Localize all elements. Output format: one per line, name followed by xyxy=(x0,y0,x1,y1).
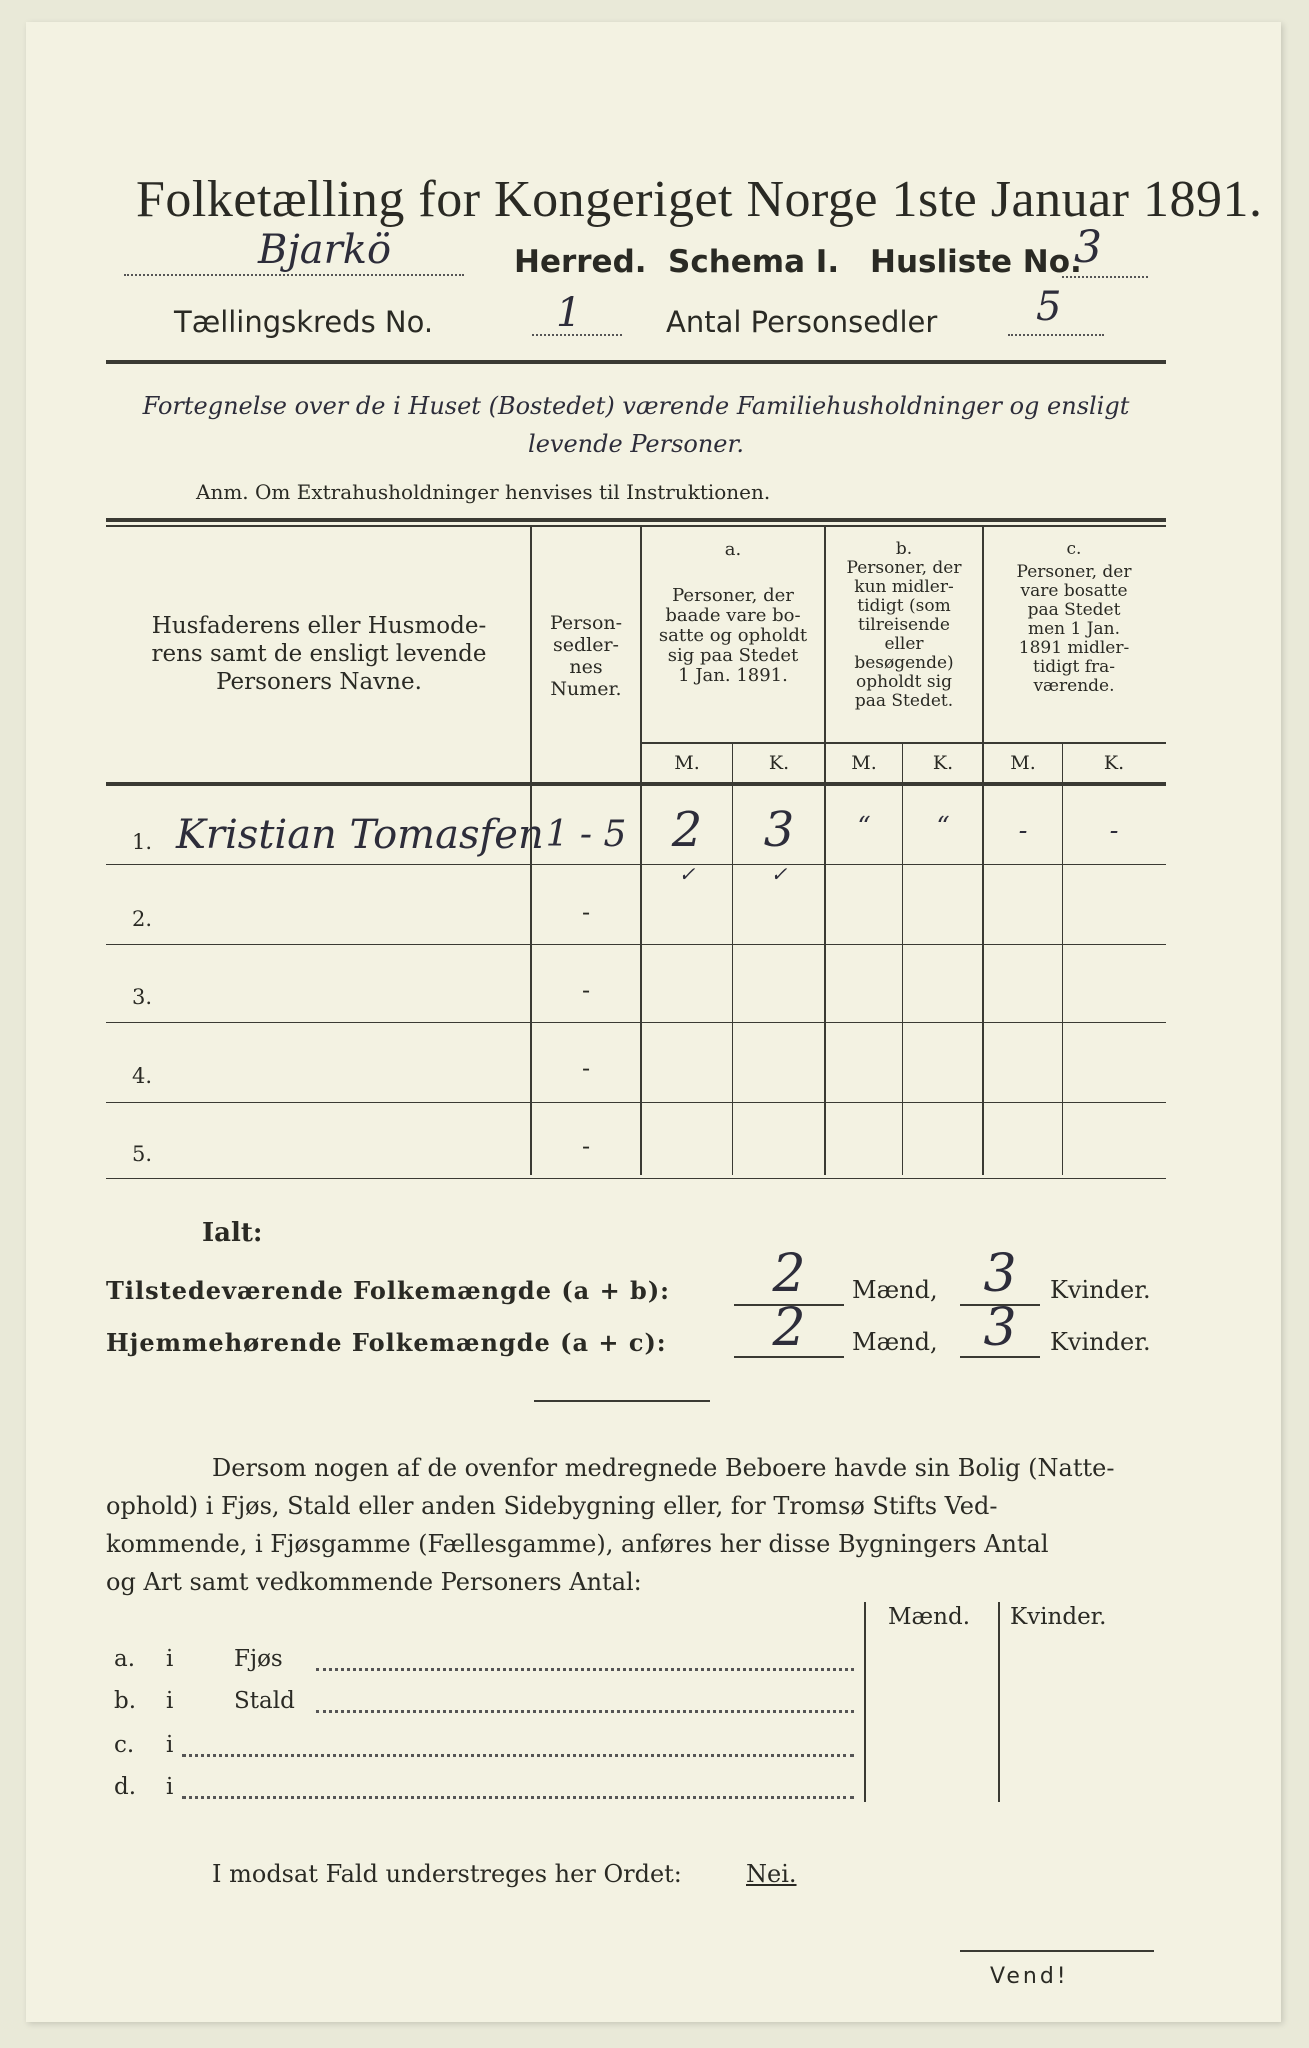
building-name: Stald xyxy=(234,1688,295,1714)
mk-top-rule xyxy=(642,742,1166,744)
modsat-label: I modsat Fald understreges her Ordet: xyxy=(212,1860,682,1888)
col-c-line: vare bosatte xyxy=(1020,581,1128,601)
header-rule xyxy=(106,360,1166,364)
building-prep: i xyxy=(166,1688,174,1714)
c-k-label: K. xyxy=(1103,752,1125,774)
row-number: 1. xyxy=(132,830,153,854)
check-mark: ✓ xyxy=(770,862,788,886)
col-c-line: 1891 midler- xyxy=(1018,638,1130,658)
buildings-para-line: ophold) i Fjøs, Stald eller anden Sidebygning eller, for Tromsø Stifts Ved- xyxy=(106,1492,998,1520)
sedler-number: - xyxy=(581,976,591,1004)
col-header-num-line: Numer. xyxy=(550,678,622,700)
a-k-label: K. xyxy=(768,752,790,774)
col-header-name-line: Husfaderens eller Husmode- xyxy=(151,613,487,639)
building-name: Fjøs xyxy=(234,1646,283,1672)
tilstede-label: Tilstedeværende Folkemængde (a + b): xyxy=(106,1276,671,1305)
maend-label: Mænd, xyxy=(852,1328,938,1356)
row-rule xyxy=(106,944,1166,945)
col-header-num xyxy=(534,612,638,700)
col-b-line: kun midler- xyxy=(854,577,954,597)
col-a-line: sig paa Stedet xyxy=(667,645,799,666)
husliste-label: Husliste No. xyxy=(870,244,1082,280)
col-a-line: 1 Jan. 1891. xyxy=(678,665,788,686)
row-rule xyxy=(106,1178,1166,1179)
kreds-label: Tællingskreds No. xyxy=(174,305,434,339)
hjemme-label: Hjemmehørende Folkemængde (a + c): xyxy=(106,1328,667,1357)
kreds-value: 1 xyxy=(556,290,582,336)
col-c-line: tidigt fra- xyxy=(1032,657,1115,677)
kvinder-label: Kvinder. xyxy=(1050,1328,1151,1356)
check-mark: ✓ xyxy=(678,862,696,886)
table-header-rule xyxy=(106,782,1166,786)
col-a-line: satte og opholdt xyxy=(658,625,808,646)
row-rule xyxy=(106,864,1166,865)
herred-label: Herred. xyxy=(514,244,647,280)
buildings-para-line: kommende, i Fjøsgamme (Fællesgamme), anføres her disse Bygningers Antal xyxy=(106,1530,1049,1558)
buildings-para-line: og Art samt vedkommende Personers Antal: xyxy=(106,1568,642,1596)
table-top-rule-2 xyxy=(106,525,1166,527)
col-header-name-line: Personers Navne. xyxy=(216,669,422,695)
a-k-value: 3 xyxy=(763,802,795,858)
building-prep: i xyxy=(166,1774,174,1800)
col-header-name xyxy=(114,612,524,696)
buildings-maend-header: Mænd. xyxy=(888,1604,971,1630)
col-b-line: paa Stedet. xyxy=(854,691,954,711)
building-dotted-line xyxy=(182,1796,854,1799)
maend-label: Mænd, xyxy=(852,1276,938,1304)
col-header-name-line: rens samt de ensligt levende xyxy=(151,641,487,667)
building-prep: i xyxy=(166,1732,174,1758)
ialt-label: Ialt: xyxy=(202,1218,263,1248)
row-number: 5. xyxy=(132,1142,153,1166)
nei-word: Nei. xyxy=(746,1860,797,1888)
household-name: Kristian Tomasfen xyxy=(176,812,544,858)
col-header-a xyxy=(644,540,822,686)
a-m-value: 2 xyxy=(671,802,703,858)
col-c-line: Personer, der xyxy=(1016,562,1132,582)
row-rule xyxy=(106,1102,1166,1103)
building-letter: a. xyxy=(114,1646,136,1672)
hjemme-kvinder-value: 3 xyxy=(983,1298,1017,1358)
sedler-number: 1 - 5 xyxy=(545,814,627,855)
col-b-line: tidigt (som xyxy=(857,596,951,616)
buildings-kvinder-header: Kvinder. xyxy=(1010,1604,1107,1630)
col-header-num-line: nes xyxy=(569,656,603,678)
col-header-c xyxy=(984,540,1164,696)
form-title: Folketælling for Kongeriget Norge 1ste Januar 1891. xyxy=(136,171,1263,228)
col-c-letter: c. xyxy=(1066,539,1082,559)
building-prep: i xyxy=(166,1646,174,1672)
schema-label: Schema I. xyxy=(668,244,840,280)
building-letter: b. xyxy=(114,1688,137,1714)
buildings-col-sep-1 xyxy=(864,1602,866,1802)
col-sep-bk xyxy=(902,742,903,1175)
col-b-letter: b. xyxy=(895,539,913,559)
anm-note: Anm. Om Extrahusholdninger henvises til Instruktionen. xyxy=(196,480,771,504)
buildings-col-sep-2 xyxy=(998,1602,1000,1802)
b-k-value: “ xyxy=(936,812,950,842)
col-header-num-line: Person- xyxy=(549,612,623,634)
b-m-label: M. xyxy=(851,752,877,774)
col-header-num-line: sedler- xyxy=(553,634,619,656)
sedler-number: - xyxy=(581,1132,591,1160)
col-c-line: men 1 Jan. xyxy=(1027,619,1121,639)
vend-rule xyxy=(960,1950,1154,1952)
row-number: 4. xyxy=(132,1064,153,1088)
b-k-label: K. xyxy=(932,752,954,774)
building-dotted-line xyxy=(316,1710,854,1713)
col-sep-ck xyxy=(1062,742,1063,1175)
col-b-line: tilreisende xyxy=(857,615,950,635)
col-b-line: Personer, der xyxy=(846,558,962,578)
building-letter: d. xyxy=(114,1774,137,1800)
col-a-line: baade vare bo- xyxy=(665,605,801,626)
c-k-value: - xyxy=(1109,816,1119,846)
col-sep-ak xyxy=(732,742,733,1175)
intro-line-1: Fortegnelse over de i Huset (Bostedet) værende Familiehusholdninger og ensligt xyxy=(142,392,1130,420)
hjemme-maend-value: 2 xyxy=(772,1298,806,1358)
b-m-value: “ xyxy=(857,812,871,842)
husliste-value: 3 xyxy=(1074,222,1102,273)
row-number: 2. xyxy=(132,907,153,931)
building-dotted-line xyxy=(182,1754,854,1757)
c-m-value: - xyxy=(1018,816,1028,846)
kvinder-label: Kvinder. xyxy=(1050,1276,1151,1304)
col-a-letter: a. xyxy=(724,539,742,560)
row-rule xyxy=(106,1022,1166,1023)
col-b-line: opholdt sig xyxy=(856,672,952,692)
sedler-number: - xyxy=(581,898,591,926)
buildings-para-line: Dersom nogen af de ovenfor medregnede Beboere havde sin Bolig (Natte- xyxy=(212,1454,1115,1482)
building-dotted-line xyxy=(316,1668,854,1671)
section-divider xyxy=(534,1400,710,1402)
col-c-line: værende. xyxy=(1033,676,1115,696)
row-number: 3. xyxy=(132,985,153,1009)
tilstede-kvinder-value: 3 xyxy=(983,1244,1017,1304)
a-m-label: M. xyxy=(674,752,700,774)
antal-label: Antal Personsedler xyxy=(666,305,938,339)
col-header-b xyxy=(826,540,982,711)
antal-value: 5 xyxy=(1036,284,1062,330)
col-a-line: Personer, der xyxy=(672,585,794,606)
sedler-number: - xyxy=(581,1054,591,1082)
intro-line-2: levende Personer. xyxy=(528,430,744,458)
building-letter: c. xyxy=(114,1732,135,1758)
tilstede-maend-value: 2 xyxy=(772,1244,806,1304)
herred-value: Bjarkö xyxy=(258,227,392,273)
col-b-line: besøgende) xyxy=(854,653,954,673)
vend-label: Vend! xyxy=(990,1964,1069,1989)
col-b-line: eller xyxy=(884,634,924,654)
col-c-line: paa Stedet xyxy=(1027,600,1121,620)
census-form-page xyxy=(26,22,1281,2022)
table-top-rule xyxy=(106,518,1166,522)
c-m-label: M. xyxy=(1010,752,1036,774)
